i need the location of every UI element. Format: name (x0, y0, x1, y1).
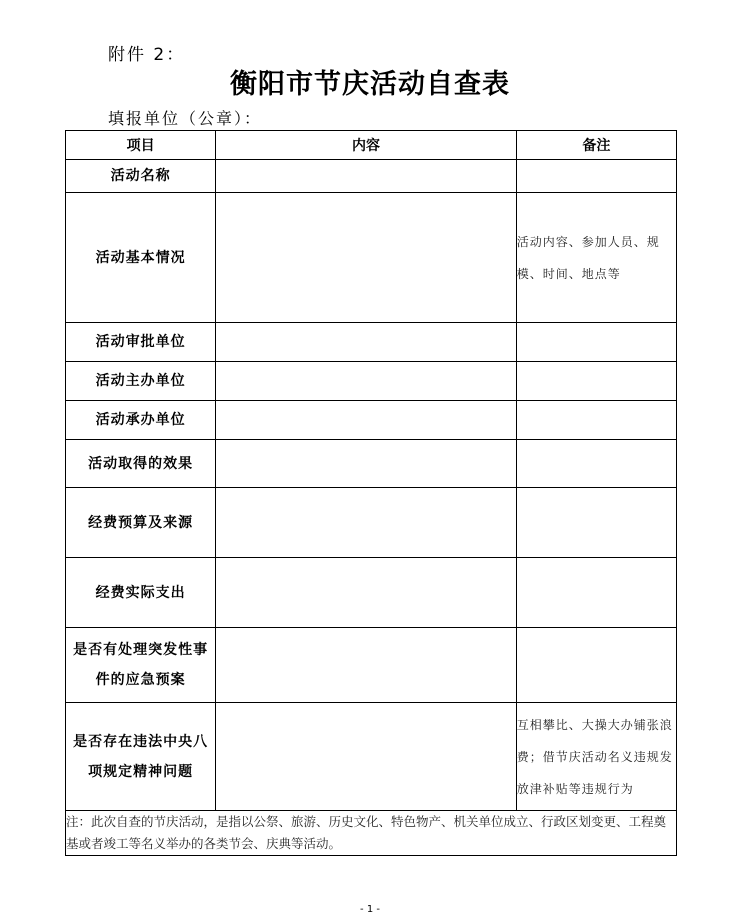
remarks-cell[interactable] (516, 160, 676, 193)
content-cell[interactable] (216, 401, 516, 440)
content-cell[interactable] (216, 703, 516, 811)
table-row (66, 628, 677, 703)
table-row (66, 160, 677, 193)
self-check-table (65, 130, 677, 856)
table-row (66, 193, 677, 323)
header-item: 项目 (66, 131, 216, 160)
content-cell[interactable] (216, 362, 516, 401)
row-label: 活动主办单位 (66, 362, 216, 401)
row-label: 活动承办单位 (66, 401, 216, 440)
remarks-cell[interactable] (516, 558, 676, 628)
reporting-unit-label: 填报单位（公章）： (108, 109, 263, 128)
remarks-cell[interactable] (516, 488, 676, 558)
row-label: 活动名称 (66, 160, 216, 193)
row-label: 经费实际支出 (66, 558, 216, 628)
table-row (66, 488, 677, 558)
content-cell[interactable] (216, 558, 516, 628)
table-row (66, 323, 677, 362)
row-label: 活动基本情况 (66, 193, 216, 323)
remarks-cell[interactable] (516, 440, 676, 488)
remarks-cell[interactable] (516, 362, 676, 401)
content-cell[interactable] (216, 160, 516, 193)
row-label: 活动取得的效果 (66, 440, 216, 488)
footnote-row (66, 811, 677, 856)
row-label: 经费预算及来源 (66, 488, 216, 558)
content-cell[interactable] (216, 628, 516, 703)
remarks-cell[interactable]: 互相攀比、大操大办铺张浪费；借节庆活动名义违规发放津补贴等违规行为 (516, 703, 676, 811)
remarks-cell[interactable] (516, 323, 676, 362)
table-row (66, 558, 677, 628)
remarks-cell[interactable] (516, 401, 676, 440)
table-header-row (66, 131, 677, 160)
row-label: 是否有处理突发性事件的应急预案 (66, 628, 216, 703)
content-cell[interactable] (216, 440, 516, 488)
row-label: 是否存在违法中央八项规定精神问题 (66, 703, 216, 811)
header-content: 内容 (216, 131, 516, 160)
page-title: 衡阳市节庆活动自查表 (230, 69, 510, 100)
table-row (66, 362, 677, 401)
page-number: - 1 - (360, 904, 380, 915)
footnote: 注：此次自查的节庆活动，是指以公祭、旅游、历史文化、特色物产、机关单位成立、行政区划变更、工程奠基或者竣工等名义举办的各类节会、庆典等活动。 (66, 811, 677, 856)
table-row (66, 440, 677, 488)
remarks-cell[interactable]: 活动内容、参加人员、规模、时间、地点等 (516, 193, 676, 323)
table-row (66, 703, 677, 811)
header-remarks: 备注 (516, 131, 676, 160)
table-row (66, 401, 677, 440)
content-cell[interactable] (216, 323, 516, 362)
remarks-cell[interactable] (516, 628, 676, 703)
attachment-label: 附件 2： (108, 45, 186, 65)
content-cell[interactable] (216, 193, 516, 323)
content-cell[interactable] (216, 488, 516, 558)
row-label: 活动审批单位 (66, 323, 216, 362)
